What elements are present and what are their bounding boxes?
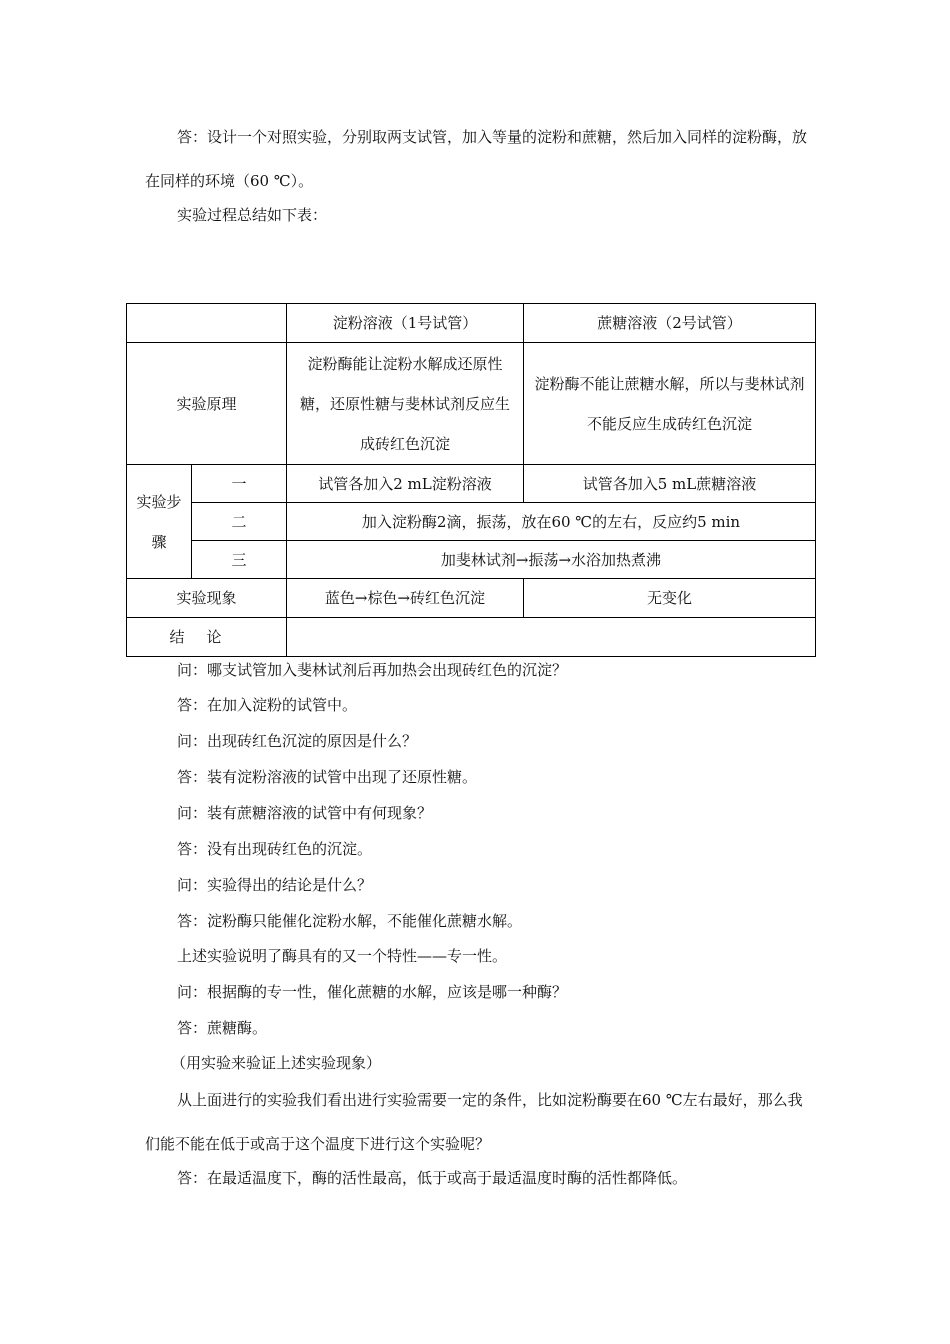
list-item: （用实验来验证上述实验现象） — [171, 1054, 382, 1072]
step-1-number: 一 — [192, 465, 287, 503]
table-row-step-2 — [127, 503, 816, 541]
temperature-question-paragraph: 从上面进行的实验我们看出进行实验需要一定的条件，比如淀粉酶要在60 ℃左右最好，那么我们能不能在低于或高于这个温度下进行这个实验呢？ — [145, 1091, 803, 1153]
list-item: 问：装有蔗糖溶液的试管中有何现象？ — [177, 804, 433, 822]
step-3-merged: 加斐林试剂→振荡→水浴加热煮沸 — [287, 541, 816, 579]
step-1-sucrose: 试管各加入5 mL蔗糖溶液 — [524, 465, 816, 503]
phenomenon-starch: 蓝色→棕色→砖红色沉淀 — [287, 579, 524, 618]
list-item: 问：哪支试管加入斐林试剂后再加热会出现砖红色的沉淀？ — [177, 661, 568, 679]
step-2-number: 二 — [192, 503, 287, 541]
conclusion-label: 结论 — [127, 618, 287, 657]
step-3-number: 三 — [192, 541, 287, 579]
list-item: 答：在加入淀粉的试管中。 — [177, 696, 358, 714]
table-row-step-3 — [127, 541, 816, 579]
table-header-row — [127, 304, 816, 343]
table-row-step-1 — [127, 465, 816, 503]
header-starch-solution: 淀粉溶液（1号试管） — [287, 304, 524, 343]
list-item: 答：蔗糖酶。 — [177, 1019, 268, 1037]
header-empty-cell — [127, 304, 287, 343]
experiment-table — [126, 303, 816, 657]
table-row-phenomenon — [127, 579, 816, 618]
phenomenon-sucrose: 无变化 — [524, 579, 816, 618]
temperature-answer: 答：在最适温度下，酶的活性最高，低于或高于最适温度时酶的活性都降低。 — [177, 1169, 688, 1187]
list-item: 答：装有淀粉溶液的试管中出现了还原性糖。 — [177, 768, 478, 786]
table-row-conclusion — [127, 618, 816, 657]
principle-starch: 淀粉酶能让淀粉水解成还原性糖，还原性糖与斐林试剂反应生成砖红色沉淀 — [287, 343, 524, 465]
list-item: 问：实验得出的结论是什么？ — [177, 876, 373, 894]
phenomenon-label: 实验现象 — [127, 579, 287, 618]
list-item: 答：没有出现砖红色的沉淀。 — [177, 840, 373, 858]
header-sucrose-solution: 蔗糖溶液（2号试管） — [524, 304, 816, 343]
step-1-starch: 试管各加入2 mL淀粉溶液 — [287, 465, 524, 503]
list-item: 问：出现砖红色沉淀的原因是什么？ — [177, 732, 418, 750]
list-item: 上述实验说明了酶具有的又一个特性——专一性。 — [177, 947, 508, 965]
list-item: 答：淀粉酶只能催化淀粉水解，不能催化蔗糖水解。 — [177, 912, 523, 930]
summary-label: 实验过程总结如下表： — [177, 206, 328, 224]
table-row-principle — [127, 343, 816, 465]
principle-sucrose: 淀粉酶不能让蔗糖水解，所以与斐林试剂不能反应生成砖红色沉淀 — [524, 343, 816, 465]
conclusion-value — [287, 618, 816, 657]
step-2-merged: 加入淀粉酶2滴，振荡，放在60 ℃的左右，反应约5 min — [287, 503, 816, 541]
answer-design-paragraph: 答：设计一个对照实验，分别取两支试管，加入等量的淀粉和蔗糖，然后加入同样的淀粉酶，放在同样的环境（60 ℃）。 — [145, 128, 808, 190]
principle-label: 实验原理 — [127, 343, 287, 465]
list-item: 问：根据酶的专一性，催化蔗糖的水解，应该是哪一种酶？ — [177, 983, 568, 1001]
steps-label: 实验步骤 — [127, 465, 192, 579]
